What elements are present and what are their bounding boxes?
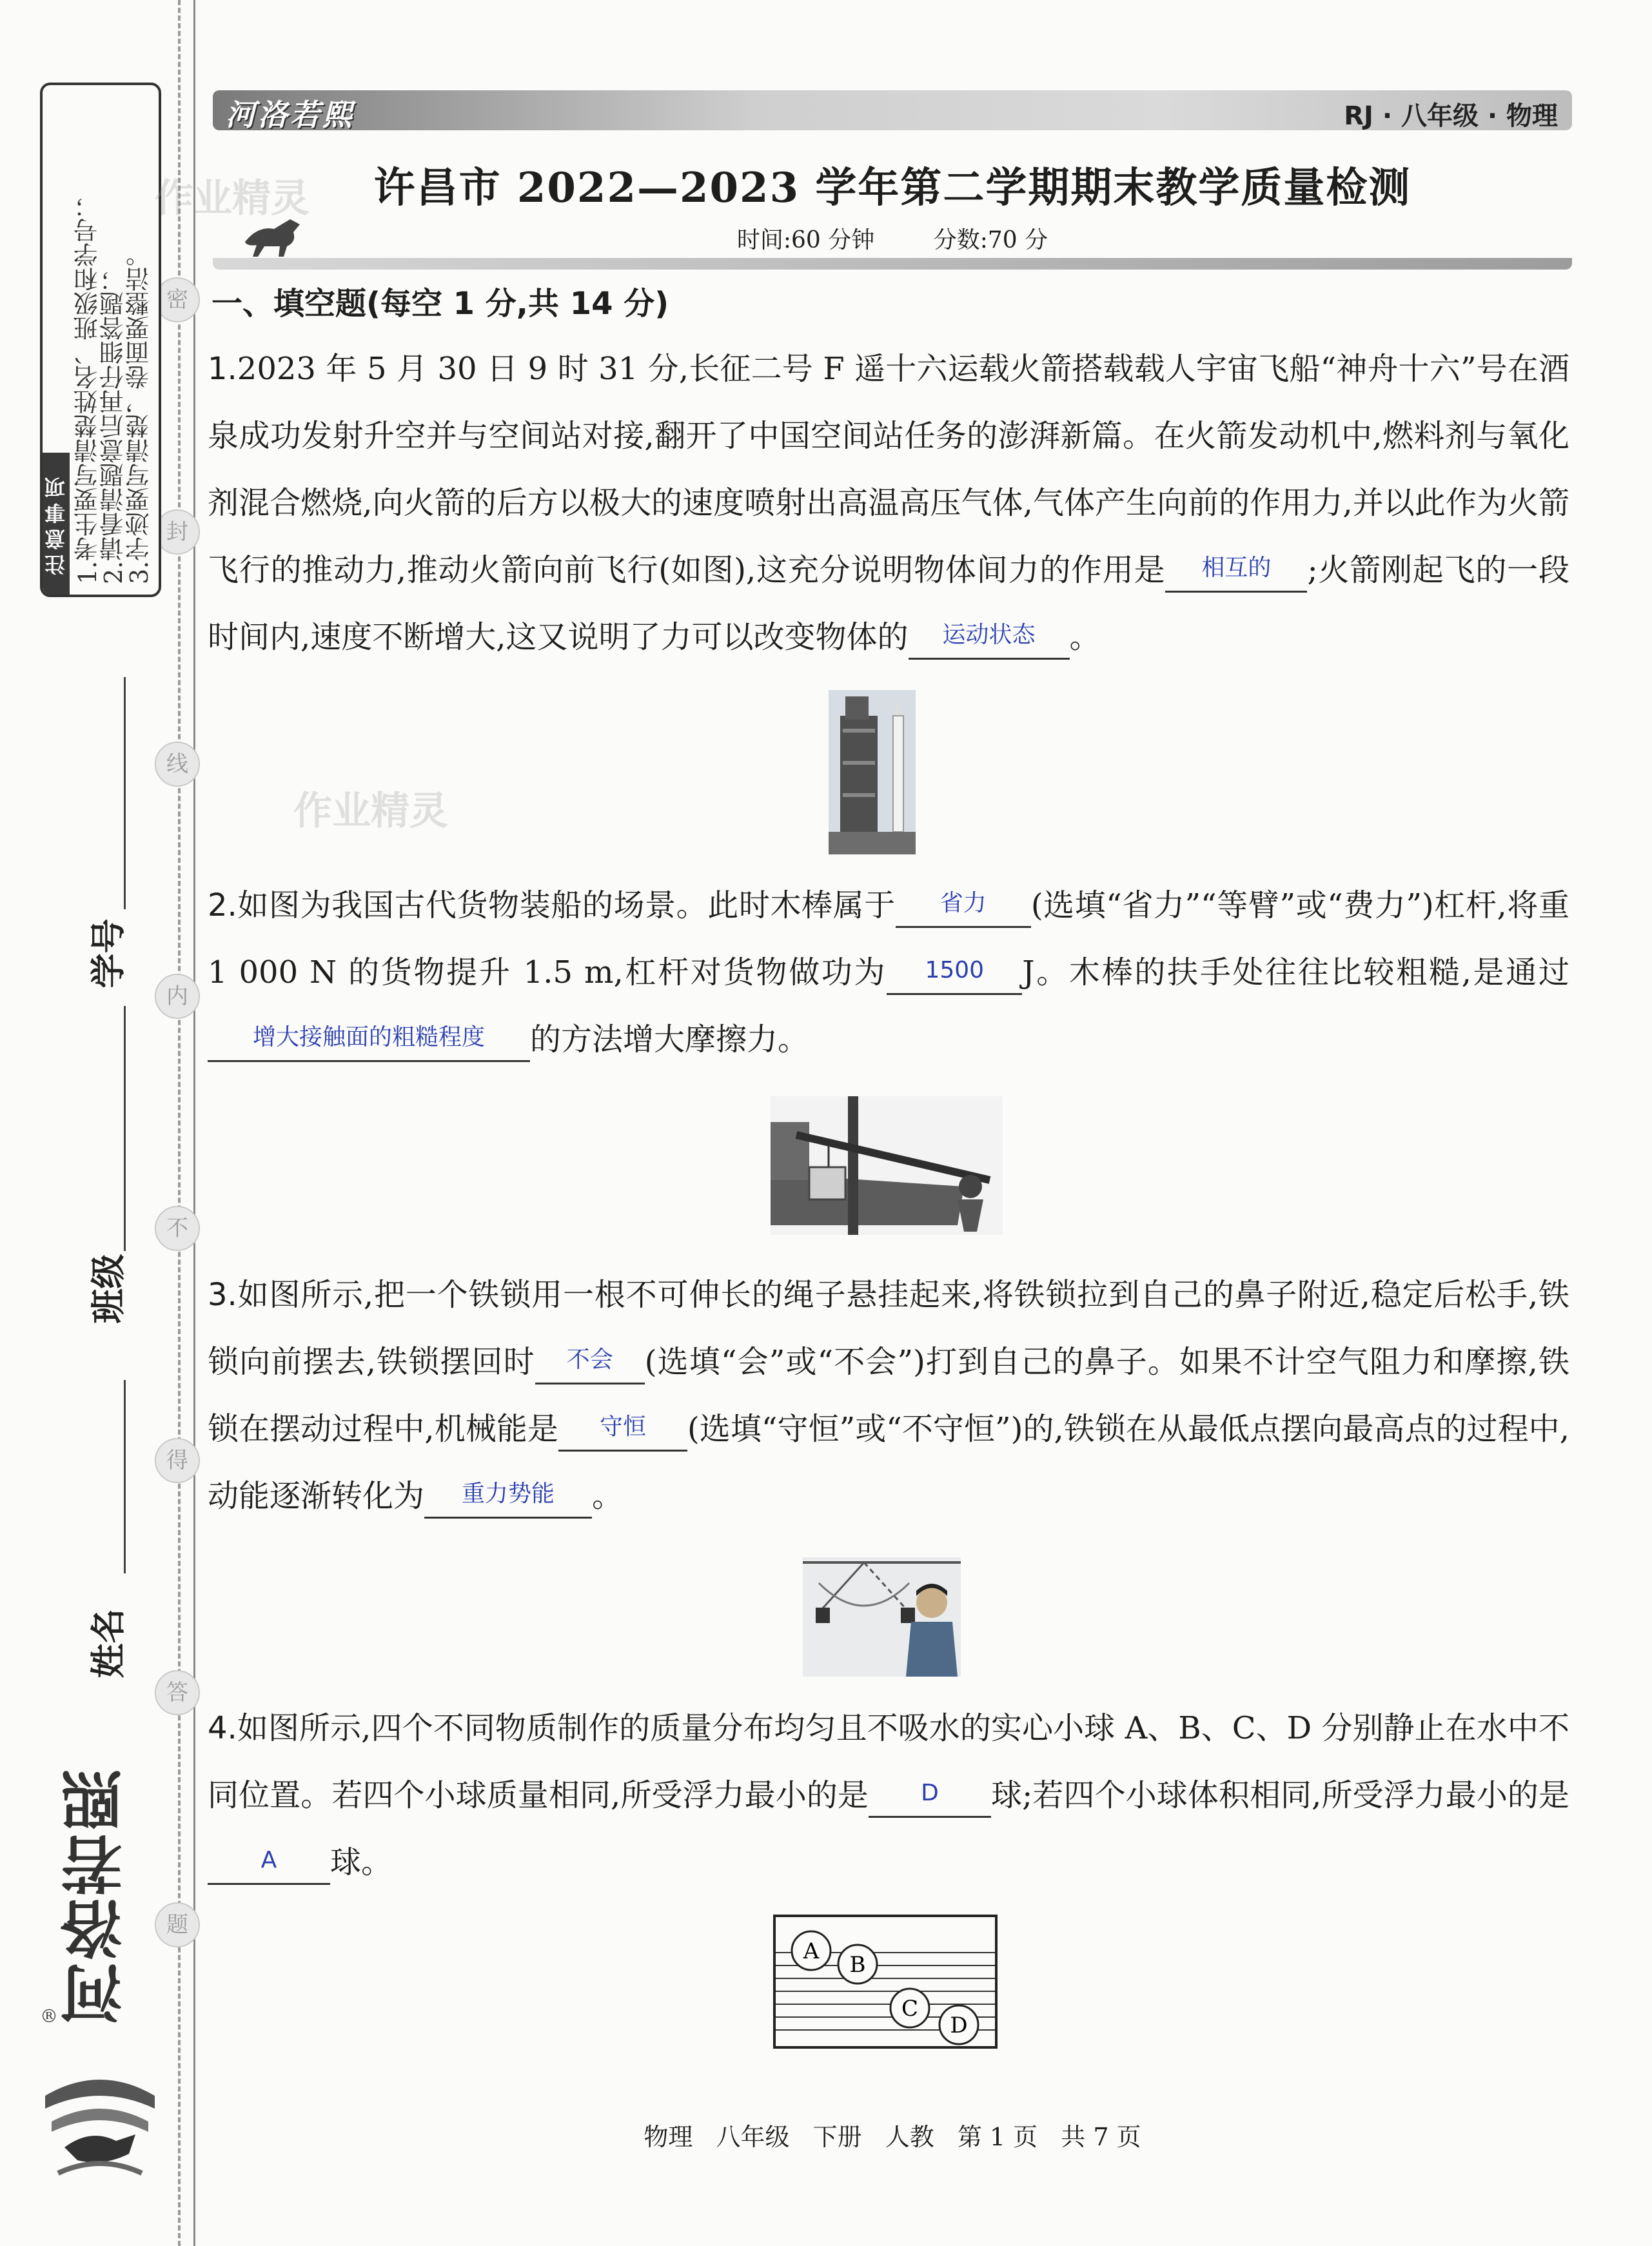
answer-text: D <box>921 1780 939 1806</box>
watermark: 作业精灵 <box>155 176 310 221</box>
answer-text: 省力 <box>939 890 987 916</box>
answer-text: A <box>261 1847 277 1873</box>
question-text: 2023 年 5 月 30 日 9 时 31 分,长征二号 F 遥十六运载火箭搭载载人宇宙飞船“神舟十六”号在酒泉成功发射升空并与空间站对接,翻开了中国空间站任务的澎湃新篇。在火箭发动机中,燃料剂与氧化剂混合燃烧,向火箭的后方以极大的速度喷射出高温高压气体,气体产生向前的作用力,并以此作为火箭飞行的推动力,推动火箭向前飞行(如图),这充分说明物体间力的作用是 <box>208 351 1569 588</box>
section-title: 一、填空题(每空 1 分,共 14 分) <box>211 286 669 322</box>
registered-mark: ® <box>40 2005 58 2027</box>
question-1 <box>208 335 1569 671</box>
edition-label: RJ · 八年级 · 物理 <box>1344 101 1558 131</box>
question-text: ;火箭刚起飞的一段时间内,速度不断增大,这又说明了力可以改变物体的 <box>208 552 1569 655</box>
question-text: (选填“守恒”或“不守恒”)的,铁锁在从最低点摆向最高点的过程中,动能逐渐转化为 <box>208 1411 1569 1514</box>
seal-char: 得 <box>155 1438 200 1483</box>
answer-text: 重力势能 <box>462 1481 555 1507</box>
answer-blank[interactable] <box>909 620 1070 660</box>
footer-grade: 八年级 <box>716 2123 790 2151</box>
exam-meta <box>213 222 1572 255</box>
iron-lock-pendulum-figure <box>803 1557 961 1677</box>
name-line <box>124 1380 126 1573</box>
student-id-line <box>124 677 126 909</box>
ball-c-label: C <box>901 1996 919 2022</box>
seal-char: 内 <box>155 974 200 1019</box>
student-id-label: 学号 <box>88 918 129 989</box>
answer-text: 1500 <box>925 957 985 983</box>
exam-time: 时间:60 分钟 <box>736 227 875 253</box>
answer-blank[interactable] <box>869 1778 991 1818</box>
notice-line: 3.字迹要写清楚，卷面要整洁。 <box>125 242 153 584</box>
class-label: 班级 <box>88 1254 129 1324</box>
answer-text: 守恒 <box>599 1414 646 1440</box>
seal-char: 题 <box>155 1902 200 1947</box>
ancient-lever-figure <box>771 1096 1003 1235</box>
footer-page: 第 1 页 <box>957 2123 1038 2151</box>
question-text: J。木棒的扶手处往往比较粗糙,是通过 <box>1022 954 1569 990</box>
answer-blank[interactable] <box>208 1845 330 1885</box>
notice-lines <box>75 94 153 584</box>
question-text: (选填“会”或“不会”)打到自己的鼻子。如果不计空气阻力和摩擦,铁锁在摆动过程中,机械能是 <box>208 1344 1569 1447</box>
answer-blank[interactable] <box>424 1479 592 1519</box>
horse-logo-icon <box>39 2057 161 2186</box>
exam-score: 分数:70 分 <box>933 227 1048 253</box>
seal-char: 密 <box>155 277 200 322</box>
question-text: 如图所示,把一个铁锁用一根不可伸长的绳子悬挂起来,将铁锁拉到自己的鼻子附近,稳定后松手,铁锁向前摆去,铁锁摆回时 <box>208 1277 1569 1380</box>
answer-text: 运动状态 <box>942 622 1036 648</box>
answer-blank[interactable] <box>208 1022 530 1062</box>
question-text: 如图所示,四个不同物质制作的质量分布均匀且不吸水的实心小球 A、B、C、D 分别静止在水中不同位置。若四个小球质量相同,所受浮力最小的是 <box>208 1710 1569 1813</box>
seal-char: 封 <box>155 509 200 555</box>
ball-d-label: D <box>950 2013 968 2038</box>
seal-char: 答 <box>155 1670 200 1715</box>
question-number: 2. <box>208 887 237 923</box>
question-text: 球。 <box>330 1844 393 1880</box>
footer-volume: 下册 <box>812 2123 862 2151</box>
floating-balls-figure <box>772 1914 998 2049</box>
page-footer <box>213 2117 1572 2152</box>
footer-publisher: 人教 <box>885 2123 934 2151</box>
notice-line: 2.请看清题意后再仔细答题； <box>99 266 128 584</box>
answer-text: 不会 <box>566 1346 613 1373</box>
watermark: 作业精灵 <box>293 789 448 834</box>
ball-b-label: B <box>849 1952 866 1978</box>
footer-subject: 物理 <box>644 2123 693 2151</box>
exam-title: 许昌市 2022—2023 学年第二学期期末教学质量检测 <box>373 164 1411 212</box>
name-label: 姓名 <box>88 1608 129 1679</box>
rocket-launch-figure <box>829 690 916 854</box>
question-3 <box>208 1261 1569 1530</box>
answer-text: 相互的 <box>1201 555 1272 581</box>
question-text: 。 <box>592 1478 624 1514</box>
notice-head: 注意事项 <box>43 453 70 595</box>
notice-line: 1.考生要写清楚姓名、班级和学号； <box>74 193 102 584</box>
question-number: 3. <box>208 1277 237 1313</box>
answer-blank[interactable] <box>896 888 1031 928</box>
seal-char: 不 <box>155 1206 200 1251</box>
answer-blank[interactable] <box>1165 553 1307 593</box>
question-text: 如图为我国古代货物装船的场景。此时木棒属于 <box>237 887 896 923</box>
question-number: 4. <box>208 1710 237 1746</box>
question-number: 1. <box>208 351 237 387</box>
answer-blank[interactable] <box>535 1345 645 1384</box>
question-text: (选填“省力”“等臂”或“费力”)杠杆,将重 1 000 N 的货物提升 1.5 m,杠杆对货物做功为 <box>208 887 1569 990</box>
notice-box <box>40 83 161 597</box>
question-4 <box>208 1695 1569 1896</box>
question-2 <box>208 872 1569 1073</box>
class-line <box>124 1006 126 1251</box>
header-brand: 河洛若熙 <box>226 97 355 132</box>
answer-blank[interactable] <box>558 1412 687 1452</box>
header-bottom-bar <box>213 258 1572 270</box>
question-text: 。 <box>1069 619 1101 655</box>
footer-total: 共 7 页 <box>1061 2123 1141 2151</box>
header-bar <box>213 90 1572 130</box>
answer-blank[interactable] <box>887 955 1022 995</box>
seal-char: 线 <box>155 742 200 787</box>
answer-text: 增大接触面的粗糙程度 <box>252 1024 485 1050</box>
ball-a-label: A <box>803 1938 820 1964</box>
question-text: 的方法增大摩擦力。 <box>530 1021 809 1058</box>
question-text: 球;若四个小球体积相同,所受浮力最小的是 <box>991 1777 1570 1813</box>
side-brand-logo-text: 河洛若熙 <box>60 1767 132 2025</box>
